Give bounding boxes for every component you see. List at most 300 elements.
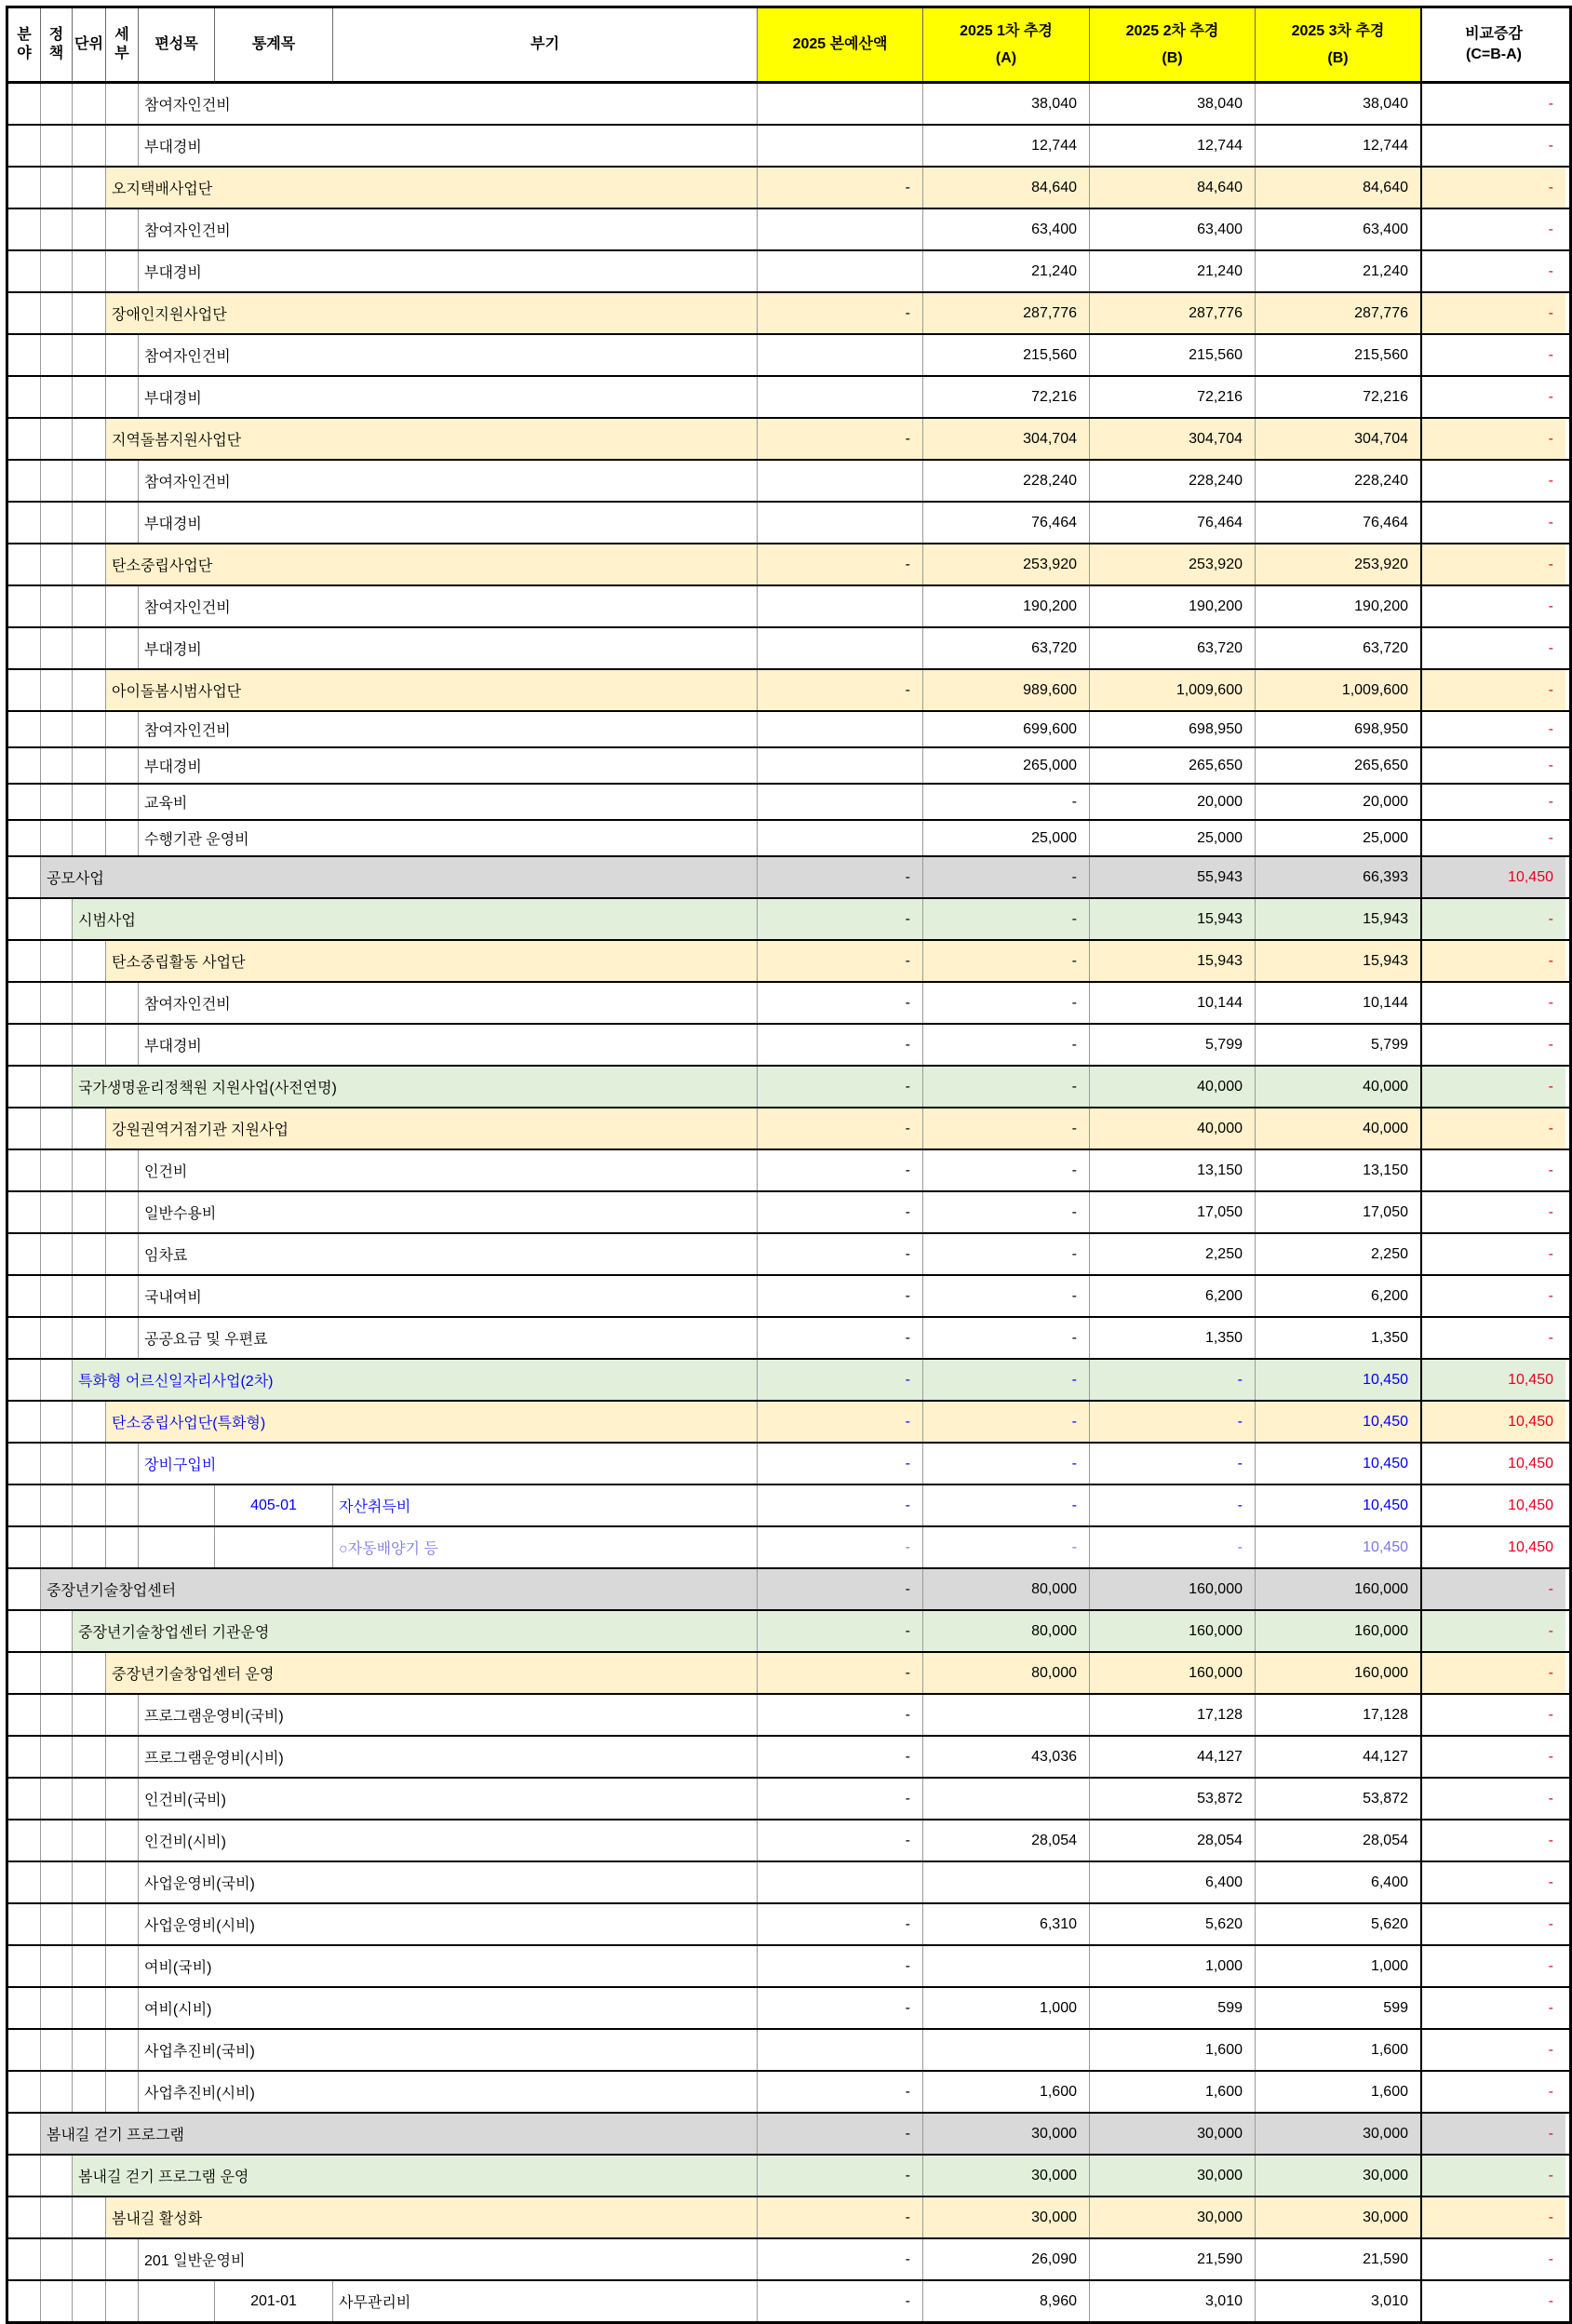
supp2-value: -	[1090, 1360, 1256, 1400]
hierarchy-cell	[8, 544, 41, 584]
hierarchy-cell	[41, 1737, 73, 1777]
hierarchy-cell	[8, 1150, 41, 1190]
base-budget-value: -	[758, 1611, 923, 1651]
diff-value: -	[1422, 2114, 1565, 2154]
row-label: 봄내길 걷기 프로그램	[41, 2114, 758, 2154]
base-budget-value: -	[758, 168, 923, 208]
hierarchy-cell	[8, 126, 41, 166]
supp1-value	[923, 1779, 1090, 1819]
row-label: 봄내길 걷기 프로그램 운영	[73, 2156, 758, 2196]
table-row	[8, 209, 1569, 251]
row-label: 참여자인건비	[139, 712, 758, 746]
hierarchy-cell	[8, 377, 41, 417]
row-label: 참여자인건비	[139, 335, 758, 375]
table-row	[8, 293, 1569, 335]
hierarchy-cell	[73, 1108, 106, 1149]
table-row	[8, 2072, 1569, 2114]
supp3-value: 10,144	[1256, 983, 1422, 1023]
supp2-value: 287,776	[1090, 293, 1256, 333]
hierarchy-cell	[106, 1276, 139, 1316]
hierarchy-cell	[106, 1150, 139, 1190]
hierarchy-cell	[73, 785, 106, 819]
supp3-value: 160,000	[1256, 1611, 1422, 1651]
supp1-value: -	[923, 1276, 1090, 1316]
base-budget-value: -	[758, 1402, 923, 1442]
base-budget-value	[758, 461, 923, 501]
supp1-value: 253,920	[923, 544, 1090, 584]
diff-value: -	[1422, 544, 1565, 584]
hierarchy-cell	[8, 168, 41, 208]
row-label: 사업운영비(국비)	[139, 1862, 758, 1902]
diff-value: -	[1548, 388, 1553, 405]
item-cell	[139, 2281, 215, 2321]
diff-value: 10,450	[1508, 1538, 1553, 1555]
row-label: 부대경비	[139, 503, 758, 543]
hierarchy-cell	[41, 1067, 73, 1107]
hierarchy-cell	[73, 209, 106, 249]
supp3-value: 160,000	[1256, 1653, 1422, 1693]
hierarchy-cell	[8, 586, 41, 626]
supp3-value: 21,590	[1256, 2239, 1422, 2279]
hierarchy-cell	[106, 209, 139, 249]
supp2-value: 21,240	[1090, 251, 1256, 291]
supp2-value: 698,950	[1090, 712, 1256, 746]
table-row	[8, 335, 1569, 377]
supp1-value: -	[923, 899, 1090, 939]
hierarchy-cell	[106, 785, 139, 819]
supp3-value: 63,400	[1256, 209, 1422, 249]
supp2-value: 28,054	[1090, 1820, 1256, 1861]
supp2-value: 17,050	[1090, 1192, 1256, 1232]
supp1-value	[923, 1946, 1090, 1986]
supp3-value: 63,720	[1256, 628, 1422, 668]
row-label: 사업추진비(국비)	[139, 2030, 758, 2070]
supp2-value: 44,127	[1090, 1737, 1256, 1777]
hierarchy-cell	[73, 586, 106, 626]
base-budget-value: -	[758, 1820, 923, 1861]
row-label: 인건비	[139, 1150, 758, 1190]
hierarchy-cell	[41, 544, 73, 584]
hierarchy-cell	[41, 1779, 73, 1819]
hierarchy-cell	[8, 419, 41, 459]
table-row	[8, 2197, 1569, 2239]
supp3-value: 44,127	[1256, 1737, 1422, 1777]
supp1-value: 72,216	[923, 377, 1090, 417]
supp2-value: 5,799	[1090, 1025, 1256, 1065]
hierarchy-cell	[106, 1192, 139, 1232]
hierarchy-cell	[73, 1318, 106, 1358]
hierarchy-cell	[41, 1611, 73, 1651]
table-row	[8, 461, 1569, 503]
base-budget-value: -	[758, 1108, 923, 1149]
hierarchy-cell	[8, 1779, 41, 1819]
hierarchy-cell	[106, 251, 139, 291]
hierarchy-cell	[41, 1150, 73, 1190]
row-label: 탄소중립사업단	[106, 544, 758, 584]
hierarchy-cell	[41, 1444, 73, 1484]
hierarchy-cell	[8, 857, 41, 897]
table-row	[8, 1192, 1569, 1234]
base-budget-value	[758, 2030, 923, 2070]
row-label: 참여자인건비	[139, 209, 758, 249]
hierarchy-cell	[41, 209, 73, 249]
hierarchy-cell	[41, 2072, 73, 2112]
hierarchy-cell	[8, 1820, 41, 1861]
hierarchy-cell	[8, 2239, 41, 2279]
hierarchy-cell	[106, 126, 139, 166]
table-row	[8, 1025, 1569, 1067]
row-label: 부대경비	[139, 748, 758, 783]
base-budget-value: -	[758, 419, 923, 459]
diff-value: -	[1548, 639, 1553, 656]
base-budget-value: -	[758, 1444, 923, 1484]
hierarchy-cell	[8, 2114, 41, 2154]
supp3-value: 28,054	[1256, 1820, 1422, 1861]
base-budget-value	[758, 748, 923, 783]
hierarchy-cell	[106, 503, 139, 543]
hierarchy-cell	[8, 1318, 41, 1358]
supp2-value: 2,250	[1090, 1234, 1256, 1274]
row-label: 인건비(시비)	[139, 1820, 758, 1861]
diff-value: -	[1548, 793, 1553, 810]
supp2-value: 63,400	[1090, 209, 1256, 249]
diff-value: -	[1548, 1706, 1553, 1723]
base-budget-value: -	[758, 1527, 923, 1567]
table-row	[8, 586, 1569, 628]
base-budget-value: -	[758, 1569, 923, 1609]
supp2-value: 20,000	[1090, 785, 1256, 819]
diff-value: -	[1548, 720, 1553, 737]
table-row	[8, 2239, 1569, 2281]
header-supp2-sub: (B)	[1162, 49, 1183, 66]
hierarchy-cell	[8, 1025, 41, 1065]
hierarchy-cell	[8, 1862, 41, 1902]
table-row	[8, 983, 1569, 1025]
hierarchy-cell	[8, 1444, 41, 1484]
base-budget-value	[758, 1862, 923, 1902]
row-label: 지역돌봄지원사업단	[106, 419, 758, 459]
hierarchy-cell	[8, 293, 41, 333]
supp3-value: 1,600	[1256, 2030, 1422, 2070]
hierarchy-cell	[8, 899, 41, 939]
table-row	[8, 1737, 1569, 1779]
hierarchy-cell	[8, 1611, 41, 1651]
base-budget-value	[758, 821, 923, 855]
budget-table	[6, 6, 1572, 2324]
hierarchy-cell	[8, 1737, 41, 1777]
diff-value: 10,450	[1422, 1402, 1565, 1442]
supp1-value: 8,960	[923, 2281, 1090, 2321]
supp3-value: 17,128	[1256, 1695, 1422, 1735]
table-row	[8, 1569, 1569, 1611]
hierarchy-cell	[41, 2156, 73, 2196]
hierarchy-cell	[41, 1192, 73, 1232]
base-budget-value	[758, 377, 923, 417]
header-unit-col: 단위	[73, 8, 106, 81]
base-budget-value: -	[758, 1067, 923, 1107]
hierarchy-cell	[73, 126, 106, 166]
base-budget-value: -	[758, 1192, 923, 1232]
diff-value: -	[1548, 346, 1553, 363]
supp2-value: -	[1090, 1485, 1256, 1525]
row-label: 인건비(국비)	[139, 1779, 758, 1819]
hierarchy-cell	[41, 2281, 73, 2321]
diff-value: -	[1548, 2292, 1553, 2309]
table-row	[8, 785, 1569, 821]
supp3-value: 76,464	[1256, 503, 1422, 543]
supp2-value: 5,620	[1090, 1904, 1256, 1944]
hierarchy-cell	[106, 1025, 139, 1065]
hierarchy-cell	[106, 1527, 139, 1567]
hierarchy-cell	[41, 377, 73, 417]
table-row	[8, 857, 1569, 899]
hierarchy-cell	[73, 670, 106, 710]
base-budget-value: -	[758, 1485, 923, 1525]
base-budget-value: -	[758, 1150, 923, 1190]
diff-value: -	[1422, 293, 1565, 333]
base-budget-value: -	[758, 1234, 923, 1274]
hierarchy-cell	[41, 1820, 73, 1861]
supp2-value: 12,744	[1090, 126, 1256, 166]
table-row	[8, 2156, 1569, 2197]
table-row	[8, 1150, 1569, 1192]
supp1-value: 1,000	[923, 1988, 1090, 2028]
supp3-value: 160,000	[1256, 1569, 1422, 1609]
supp3-value: 1,350	[1256, 1318, 1422, 1358]
diff-value: -	[1422, 941, 1565, 981]
hierarchy-cell	[106, 1485, 139, 1525]
diff-value: -	[1548, 1329, 1553, 1346]
row-label: 부대경비	[139, 251, 758, 291]
table-row	[8, 1444, 1569, 1485]
base-budget-value: -	[758, 1318, 923, 1358]
row-label: 공모사업	[41, 857, 758, 897]
supp2-value: 6,200	[1090, 1276, 1256, 1316]
supp2-value: 160,000	[1090, 1569, 1256, 1609]
hierarchy-cell	[8, 1527, 41, 1567]
supp1-value: -	[923, 785, 1090, 819]
diff-value: -	[1422, 1067, 1565, 1107]
supp1-value: 228,240	[923, 461, 1090, 501]
base-budget-value	[758, 586, 923, 626]
hierarchy-cell	[8, 84, 41, 124]
table-row	[8, 712, 1569, 748]
stat-label: 자산취득비	[333, 1485, 758, 1525]
hierarchy-cell	[73, 628, 106, 668]
supp1-value: 80,000	[923, 1569, 1090, 1609]
supp2-value: 15,943	[1090, 941, 1256, 981]
supp3-value: 25,000	[1256, 821, 1422, 855]
hierarchy-cell	[8, 712, 41, 746]
table-row	[8, 1402, 1569, 1444]
diff-value: -	[1548, 472, 1553, 489]
hierarchy-cell	[73, 1527, 106, 1567]
hierarchy-cell	[106, 335, 139, 375]
hierarchy-cell	[106, 1318, 139, 1358]
supp1-value: 265,000	[923, 748, 1090, 783]
supp2-value: 38,040	[1090, 84, 1256, 124]
hierarchy-cell	[8, 670, 41, 710]
hierarchy-cell	[41, 1862, 73, 1902]
hierarchy-cell	[106, 712, 139, 746]
hierarchy-cell	[73, 1234, 106, 1274]
supp3-value: 30,000	[1256, 2114, 1422, 2154]
hierarchy-cell	[73, 1276, 106, 1316]
supp3-value: 253,920	[1256, 544, 1422, 584]
supp3-value: 5,620	[1256, 1904, 1422, 1944]
base-budget-value	[758, 628, 923, 668]
hierarchy-cell	[73, 1904, 106, 1944]
base-budget-value: -	[758, 544, 923, 584]
diff-value: -	[1548, 1162, 1553, 1178]
hierarchy-cell	[73, 1988, 106, 2028]
row-label: 여비(시비)	[139, 1988, 758, 2028]
hierarchy-cell	[41, 899, 73, 939]
table-row	[8, 126, 1569, 168]
table-row	[8, 1779, 1569, 1820]
hierarchy-cell	[106, 2239, 139, 2279]
supp1-value: 304,704	[923, 419, 1090, 459]
hierarchy-cell	[106, 1820, 139, 1861]
diff-value: -	[1548, 514, 1553, 531]
row-label: 여비(국비)	[139, 1946, 758, 1986]
row-label: 참여자인건비	[139, 84, 758, 124]
hierarchy-cell	[8, 1276, 41, 1316]
hierarchy-cell	[106, 2072, 139, 2112]
base-budget-value	[758, 126, 923, 166]
table-row	[8, 748, 1569, 785]
diff-value: -	[1548, 1832, 1553, 1848]
supp3-value: 30,000	[1256, 2156, 1422, 2196]
base-budget-value	[758, 335, 923, 375]
supp1-value: -	[923, 941, 1090, 981]
supp2-value: 1,009,600	[1090, 670, 1256, 710]
supp3-value: 84,640	[1256, 168, 1422, 208]
base-budget-value	[758, 785, 923, 819]
hierarchy-cell	[41, 1653, 73, 1693]
diff-value: -	[1422, 2197, 1565, 2237]
header-statcode-col: 통계목	[215, 8, 333, 81]
table-row	[8, 1360, 1569, 1402]
header-supp1-sub: (A)	[995, 49, 1017, 66]
base-budget-value: -	[758, 1653, 923, 1693]
supp2-value: 55,943	[1090, 857, 1256, 897]
base-budget-value: -	[758, 2156, 923, 2196]
supp3-value: 15,943	[1256, 941, 1422, 981]
hierarchy-cell	[41, 335, 73, 375]
diff-value: -	[1548, 994, 1553, 1011]
supp3-value: 10,450	[1256, 1527, 1422, 1567]
row-label: 임차료	[139, 1234, 758, 1274]
hierarchy-cell	[73, 1653, 106, 1693]
base-budget-value: -	[758, 1695, 923, 1735]
hierarchy-cell	[73, 335, 106, 375]
supp1-value: -	[923, 1485, 1090, 1525]
hierarchy-cell	[106, 461, 139, 501]
row-label: 사업추진비(시비)	[139, 2072, 758, 2112]
header-note-col: 부기	[333, 8, 758, 81]
supp3-value: 20,000	[1256, 785, 1422, 819]
supp1-value: 6,310	[923, 1904, 1090, 1944]
supp1-value: 25,000	[923, 821, 1090, 855]
supp1-value: -	[923, 1527, 1090, 1567]
hierarchy-cell	[41, 84, 73, 124]
supp2-value: 76,464	[1090, 503, 1256, 543]
table-row	[8, 1820, 1569, 1862]
hierarchy-cell	[73, 2281, 106, 2321]
table-row	[8, 1527, 1569, 1569]
diff-value: -	[1548, 2041, 1553, 2058]
hierarchy-cell	[73, 1862, 106, 1902]
row-label: 부대경비	[139, 628, 758, 668]
hierarchy-cell	[41, 941, 73, 981]
hierarchy-cell	[106, 821, 139, 855]
base-budget-value	[758, 209, 923, 249]
row-label: 부대경비	[139, 1025, 758, 1065]
supp2-value: 190,200	[1090, 586, 1256, 626]
table-row	[8, 1695, 1569, 1737]
supp2-value: 1,600	[1090, 2030, 1256, 2070]
header-supp2-col	[1090, 8, 1256, 81]
hierarchy-cell	[41, 1402, 73, 1442]
diff-value: -	[1422, 1611, 1565, 1651]
table-row	[8, 1276, 1569, 1318]
hierarchy-cell	[73, 377, 106, 417]
supp1-value	[923, 2030, 1090, 2070]
supp1-value: -	[923, 1108, 1090, 1149]
hierarchy-cell	[41, 293, 73, 333]
table-row	[8, 1904, 1569, 1946]
base-budget-value: -	[758, 2197, 923, 2237]
row-label: 참여자인건비	[139, 586, 758, 626]
supp1-value: 84,640	[923, 168, 1090, 208]
supp3-value: 66,393	[1256, 857, 1422, 897]
base-budget-value	[758, 712, 923, 746]
hierarchy-cell	[73, 983, 106, 1023]
supp1-value: 80,000	[923, 1611, 1090, 1651]
base-budget-value: -	[758, 1737, 923, 1777]
hierarchy-cell	[106, 1737, 139, 1777]
stat-code: 201-01	[215, 2281, 333, 2321]
diff-value: -	[1548, 1287, 1553, 1304]
supp1-value: 26,090	[923, 2239, 1090, 2279]
supp3-value: 17,050	[1256, 1192, 1422, 1232]
row-label: 시범사업	[73, 899, 758, 939]
hierarchy-cell	[73, 2030, 106, 2070]
table-row	[8, 2114, 1569, 2156]
supp2-value: -	[1090, 1444, 1256, 1484]
hierarchy-cell	[73, 821, 106, 855]
hierarchy-cell	[41, 461, 73, 501]
supp2-value: 15,943	[1090, 899, 1256, 939]
supp3-value: 10,450	[1256, 1360, 1422, 1400]
hierarchy-cell	[73, 1485, 106, 1525]
header-supp3-sub: (B)	[1327, 49, 1349, 66]
supp1-value: 80,000	[923, 1653, 1090, 1693]
hierarchy-cell	[73, 1946, 106, 1986]
row-label: 일반수용비	[139, 1192, 758, 1232]
hierarchy-cell	[41, 1485, 73, 1525]
supp1-value: 699,600	[923, 712, 1090, 746]
hierarchy-cell	[41, 1527, 73, 1567]
table-row	[8, 1946, 1569, 1988]
hierarchy-cell	[41, 419, 73, 459]
base-budget-value: -	[758, 899, 923, 939]
row-label: 참여자인건비	[139, 983, 758, 1023]
item-cell	[139, 1485, 215, 1525]
supp1-value: -	[923, 1025, 1090, 1065]
supp1-value: 1,600	[923, 2072, 1090, 2112]
